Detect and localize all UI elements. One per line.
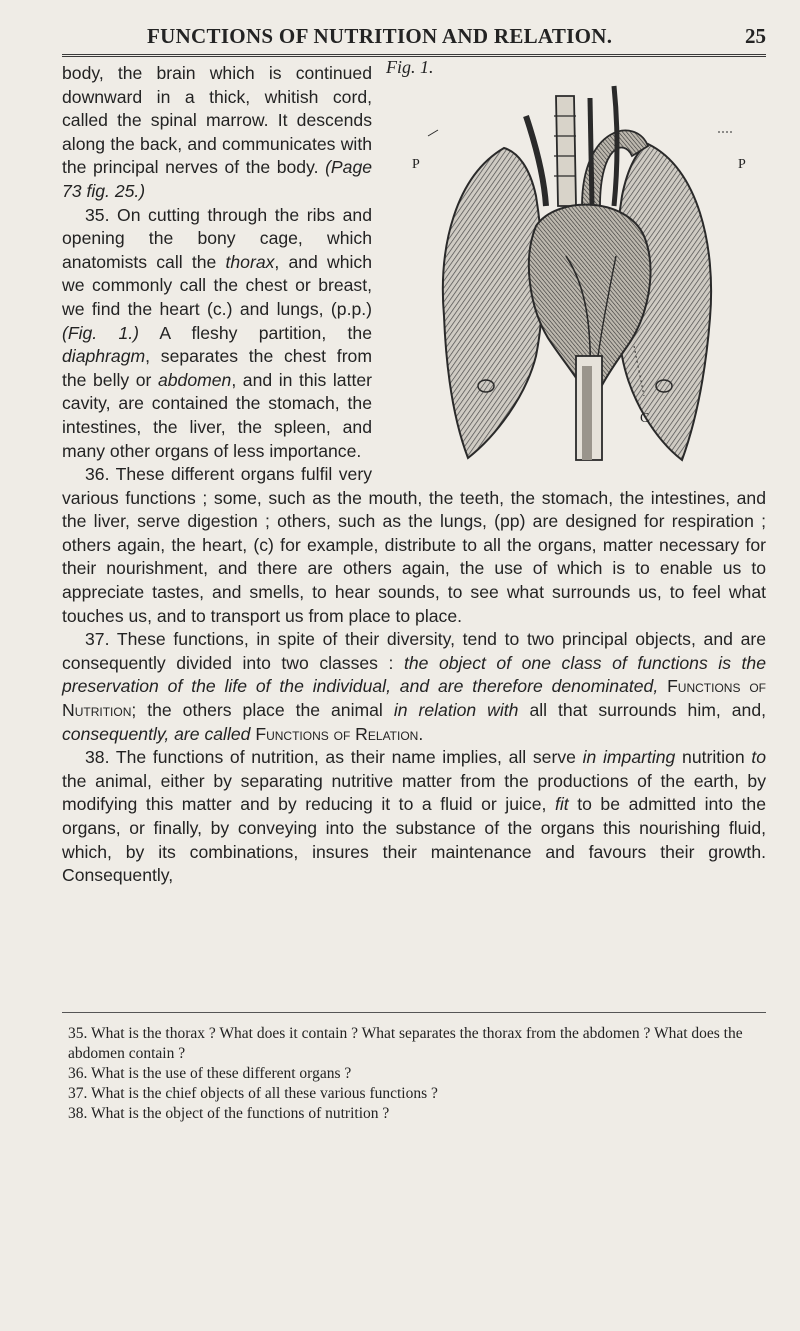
p35-text-d: , separates the chest from the belly or [62,346,372,390]
question-35: 35. What is the thorax ? What does it contain ? What separates the thorax from the abdomen ? What does the abdomen contain ? [68,1025,743,1062]
p38-text-d: to be admitted into the organs, or finally, by conveying into the substance of the organs this nourishing fluid, which, by its combinations, insures their maintenance and favours their growth. Consequently, [62,794,766,886]
question-36: 36. What is the use of these different organs ? [68,1065,352,1082]
marker-c: C [640,411,650,426]
trachea [556,96,576,206]
p37-text-c: all that surrounds him, and, [529,700,767,721]
p35-text-a: 35. On cutting through the ribs and opening the bony cage, which anatomists call the [62,204,372,272]
footnote-divider [62,1012,766,1013]
p38-text-a: 38. The functions of nutrition, as their name implies, all serve [85,747,576,768]
p37-consequently: consequently, are called [62,723,251,744]
paragraph-37 [62,628,766,746]
p35-thorax: thorax [225,251,275,272]
left-lung [443,148,543,458]
p35-fig-ref: (Fig. 1.) [62,322,140,343]
figure-caption: Fig. 1. [386,57,434,77]
p38-imparting: in imparting [582,747,676,768]
running-header [62,24,766,57]
body-text [62,57,767,888]
heart-lungs-illustration [386,56,766,476]
page-number: 25 [745,24,766,48]
review-questions [68,1024,768,1124]
question-37: 37. What is the chief objects of all these various functions ? [68,1085,438,1102]
p35-abdomen: abdomen [157,369,232,390]
paragraph-38 [62,746,766,888]
paragraph-36: 36. These different organs fulfil very various functions ; some, such as the mouth, the teeth, the stomach, the intestines, and the liver, serve digestion ; others, such as the lungs, (pp) are designed for respiration ; others again, the heart, (c) for example, distribute to all the organs, matter necessary for their nourishment, and there are others again, the use of which is to enable us to appreciate tastes, and smells, to hear sounds, to see what surrounds us, to feel what touches us, and to transport us from place to place. [62,464,766,626]
p37-italic: the object of one class of functions is the preservation of the life of the individual, and are therefore denominated, [62,652,766,697]
p37-text-b: ; the others place the animal [131,700,383,721]
p35-text-c: A fleshy partition, the [139,322,373,343]
p37-text-a: 37. These functions, in spite of their diversity, tend to two principal objects, and are consequently divided into two classes : [62,629,766,673]
p37-functions-of-nutrition: Functions of Nutrition [62,676,766,721]
running-title: FUNCTIONS OF NUTRITION AND RELATION. [147,24,613,48]
p37-relation: in relation with [393,700,519,721]
p0-page-ref: (Page 73 fig. 25.) [62,157,373,201]
p38-text-c: the animal, either by separating nutritive matter from the productions of the earth, by modifying this matter and by reducing it to a fluid or juice, [62,770,766,815]
marker-p-left: P [412,157,420,172]
vessel-left-2 [590,98,592,206]
p38-to: to [751,747,766,768]
p38-fit: fit [554,794,569,815]
marker-p-right: P [738,157,746,172]
p35-diaphragm: diaphragm [62,346,146,367]
p35-text-e: , and in this latter cavity, are contained the stomach, the intestines, the liver, the spleen, and many other organs of less importance. [62,369,373,461]
p0-text: body, the brain which is continued downward in a thick, whitish cord, called the spinal marrow. It descends along the back, and communicates with the principal nerves of the body. [62,63,372,178]
figure-1 [386,56,766,476]
p35-text-b: , and which we commonly call the chest or breast, we find the heart (c.) and lungs, (p.p.) [62,251,372,319]
p37-functions-of-relation: Functions of Relation. [255,723,424,744]
question-38: 38. What is the object of the functions of nutrition ? [68,1105,390,1122]
p38-text-b: nutrition [682,747,745,768]
